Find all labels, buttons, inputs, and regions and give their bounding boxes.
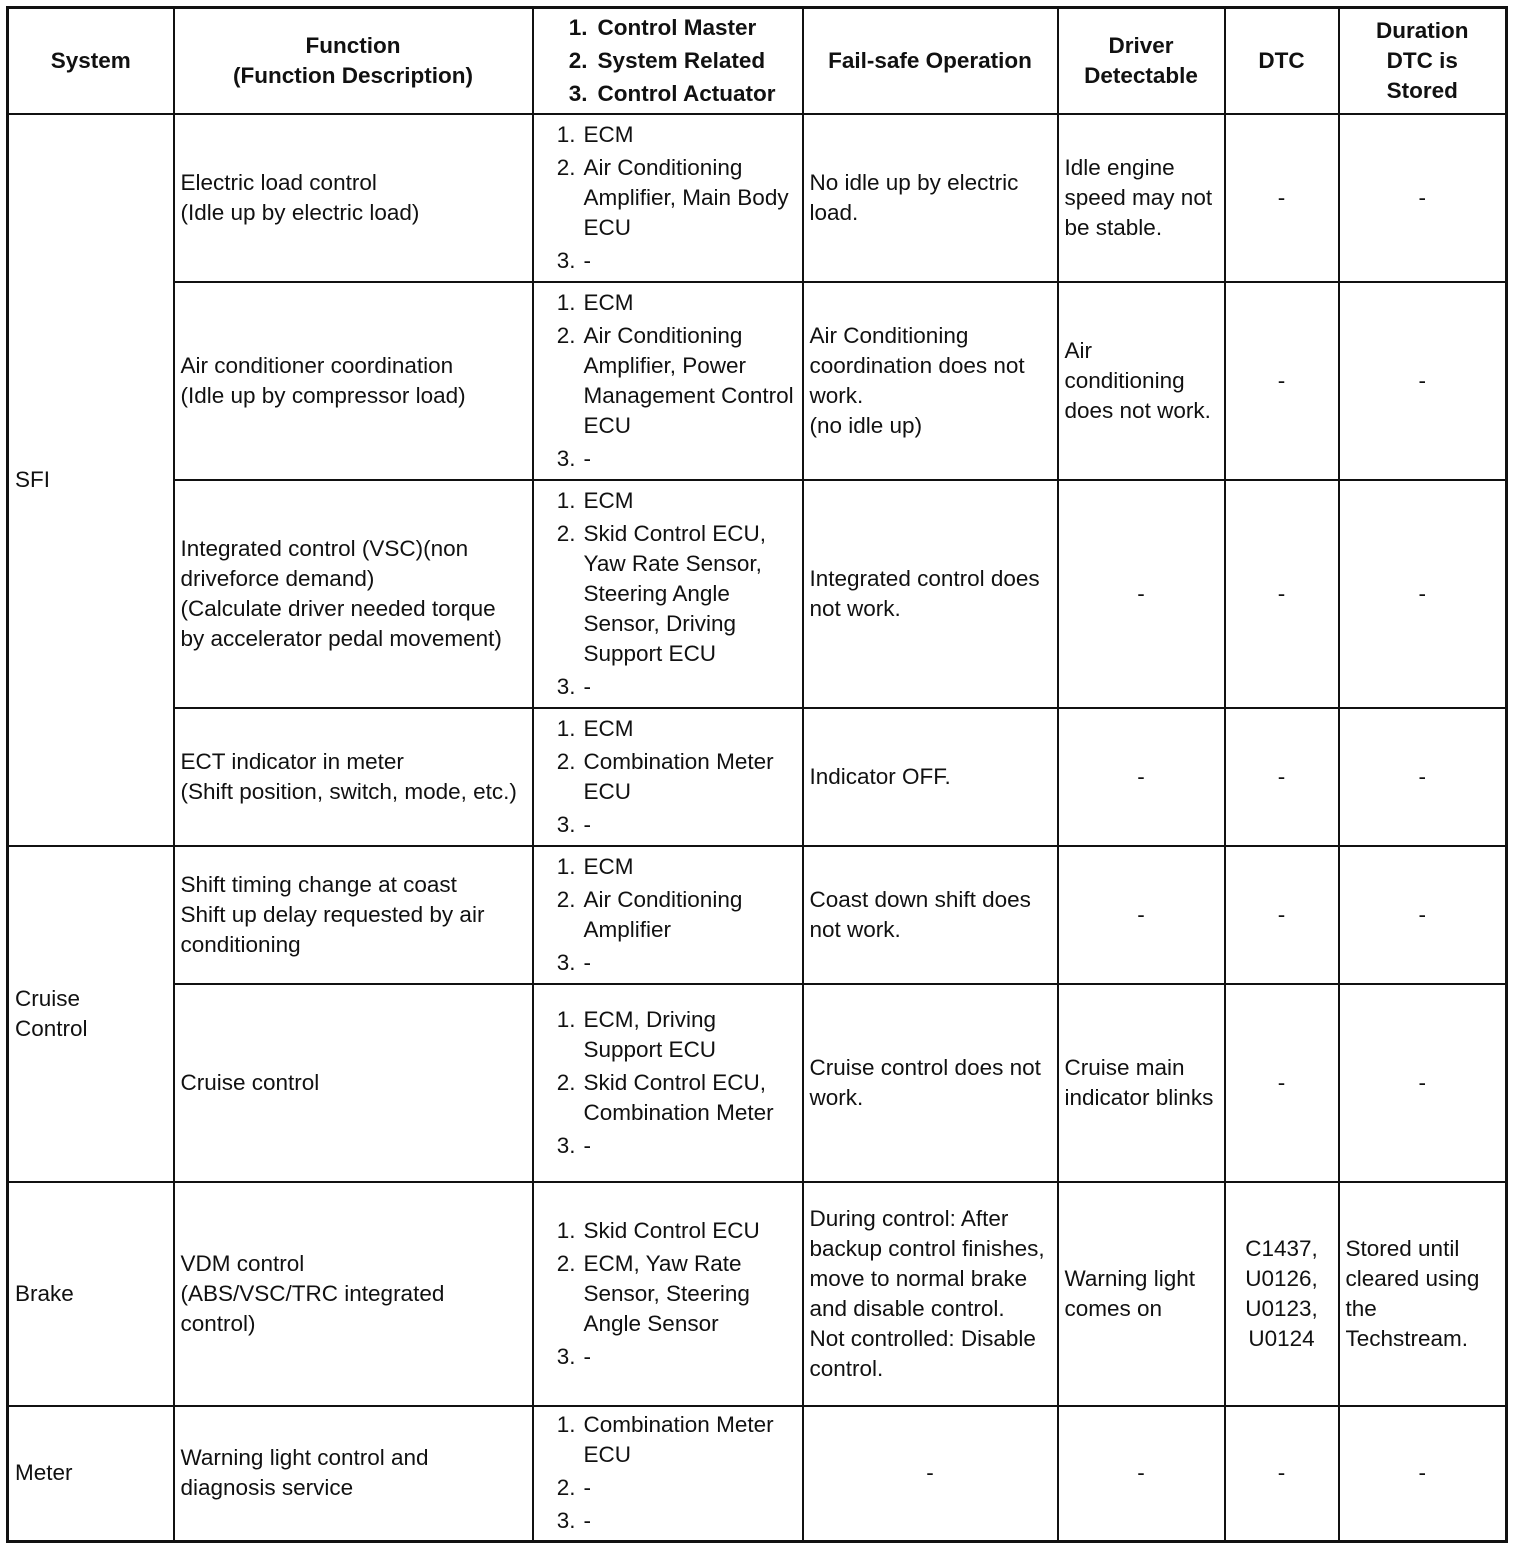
driver-cell: Cruise main indicator blinks xyxy=(1058,984,1225,1182)
function-cell: ECT indicator in meter (Shift position, switch, mode, etc.) xyxy=(174,708,533,846)
table-row xyxy=(8,1406,1507,1542)
table-row xyxy=(8,708,1507,846)
system-cell-cruise-control: Cruise Control xyxy=(8,846,174,1182)
control-cell: 1. ECM, Driving Support ECU 2. Skid Control ECU, Combination Meter 3. - xyxy=(533,984,803,1182)
header-failsafe: Fail-safe Operation xyxy=(803,8,1058,114)
failsafe-cell: Coast down shift does not work. xyxy=(803,846,1058,984)
driver-cell: - xyxy=(1058,1406,1225,1542)
dtc-cell: - xyxy=(1225,984,1339,1182)
control-cell: 1. ECM 2. Skid Control ECU, Yaw Rate Sensor, Steering Angle Sensor, Driving Support ECU 3. - xyxy=(533,480,803,708)
dtc-cell: - xyxy=(1225,1406,1339,1542)
duration-cell: - xyxy=(1339,846,1507,984)
duration-cell: - xyxy=(1339,282,1507,480)
header-driver-detectable: Driver Detectable xyxy=(1058,8,1225,114)
control-cell: 1. ECM 2. Combination Meter ECU 3. - xyxy=(533,708,803,846)
driver-cell: - xyxy=(1058,846,1225,984)
dtc-cell: - xyxy=(1225,708,1339,846)
system-cell-sfi: SFI xyxy=(8,114,174,846)
header-control: 1. Control Master 2. System Related 3. Control Actuator xyxy=(533,8,803,114)
failsafe-cell: Cruise control does not work. xyxy=(803,984,1058,1182)
driver-cell: - xyxy=(1058,480,1225,708)
duration-cell: - xyxy=(1339,984,1507,1182)
dtc-cell: - xyxy=(1225,480,1339,708)
duration-cell: - xyxy=(1339,114,1507,282)
function-cell: Air conditioner coordination (Idle up by compressor load) xyxy=(174,282,533,480)
failsafe-cell: During control: After backup control finishes, move to normal brake and disable control. Not controlled: Disable control. xyxy=(803,1182,1058,1406)
function-table-sheet xyxy=(6,6,1508,1543)
control-cell: 1. ECM 2. Air Conditioning Amplifier 3. - xyxy=(533,846,803,984)
table-row xyxy=(8,480,1507,708)
control-cell: 1. ECM 2. Air Conditioning Amplifier, Main Body ECU 3. - xyxy=(533,114,803,282)
header-function: Function (Function Description) xyxy=(174,8,533,114)
dtc-cell: - xyxy=(1225,114,1339,282)
duration-cell: Stored until cleared using the Techstream. xyxy=(1339,1182,1507,1406)
function-cell: Shift timing change at coast Shift up delay requested by air conditioning xyxy=(174,846,533,984)
driver-cell: Air conditioning does not work. xyxy=(1058,282,1225,480)
dtc-cell: - xyxy=(1225,846,1339,984)
driver-cell: Idle engine speed may not be stable. xyxy=(1058,114,1225,282)
driver-cell: - xyxy=(1058,708,1225,846)
function-cell: Electric load control (Idle up by electric load) xyxy=(174,114,533,282)
driver-cell: Warning light comes on xyxy=(1058,1182,1225,1406)
failsafe-cell: No idle up by electric load. xyxy=(803,114,1058,282)
function-table xyxy=(6,6,1508,1543)
system-cell-meter: Meter xyxy=(8,1406,174,1542)
header-system: System xyxy=(8,8,174,114)
failsafe-cell: Integrated control does not work. xyxy=(803,480,1058,708)
system-cell-brake: Brake xyxy=(8,1182,174,1406)
duration-cell: - xyxy=(1339,480,1507,708)
header-dtc: DTC xyxy=(1225,8,1339,114)
function-cell: Warning light control and diagnosis service xyxy=(174,1406,533,1542)
function-cell: Integrated control (VSC)(non driveforce demand) (Calculate driver needed torque by accelerator pedal movement) xyxy=(174,480,533,708)
table-row xyxy=(8,282,1507,480)
header-row xyxy=(8,8,1507,114)
function-cell: VDM control (ABS/VSC/TRC integrated control) xyxy=(174,1182,533,1406)
dtc-cell: C1437, U0126, U0123, U0124 xyxy=(1225,1182,1339,1406)
failsafe-cell: Air Conditioning coordination does not work. (no idle up) xyxy=(803,282,1058,480)
duration-cell: - xyxy=(1339,708,1507,846)
table-row xyxy=(8,114,1507,282)
table-row xyxy=(8,846,1507,984)
duration-cell: - xyxy=(1339,1406,1507,1542)
failsafe-cell: Indicator OFF. xyxy=(803,708,1058,846)
header-duration: Duration DTC is Stored xyxy=(1339,8,1507,114)
control-cell: 1. ECM 2. Air Conditioning Amplifier, Power Management Control ECU 3. - xyxy=(533,282,803,480)
table-row xyxy=(8,1182,1507,1406)
control-cell: 1. Skid Control ECU 2. ECM, Yaw Rate Sensor, Steering Angle Sensor 3. - xyxy=(533,1182,803,1406)
dtc-cell: - xyxy=(1225,282,1339,480)
function-cell: Cruise control xyxy=(174,984,533,1182)
table-row xyxy=(8,984,1507,1182)
control-cell: 1. Combination Meter ECU 2. - 3. - xyxy=(533,1406,803,1542)
failsafe-cell: - xyxy=(803,1406,1058,1542)
